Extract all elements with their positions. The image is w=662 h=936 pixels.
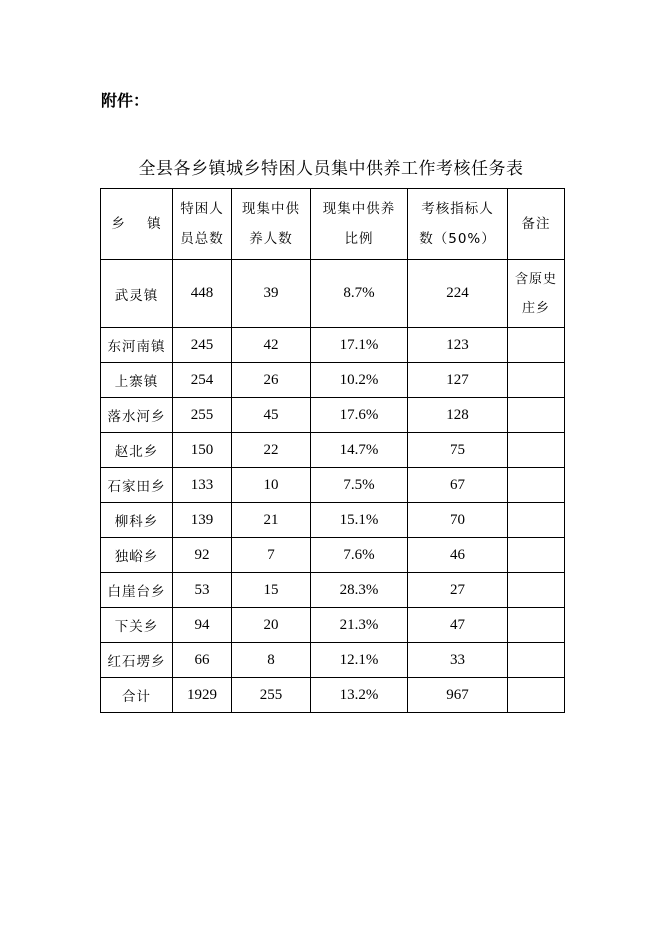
cell-total: 1929 (173, 678, 232, 713)
cell-current: 10 (232, 468, 311, 503)
table-row (101, 538, 565, 573)
assessment-table (100, 188, 565, 713)
cell-total: 53 (173, 573, 232, 608)
cell-target: 47 (408, 608, 508, 643)
cell-note (508, 538, 565, 573)
cell-note (508, 678, 565, 713)
cell-total: 448 (173, 260, 232, 328)
cell-target: 127 (408, 363, 508, 398)
header-target: 考核指标人 数（50%） (408, 189, 508, 260)
cell-township: 落水河乡 (101, 398, 173, 433)
cell-target: 123 (408, 328, 508, 363)
cell-current: 20 (232, 608, 311, 643)
table-row (101, 643, 565, 678)
cell-current: 22 (232, 433, 311, 468)
cell-ratio: 10.2% (311, 363, 408, 398)
cell-current: 255 (232, 678, 311, 713)
cell-total: 245 (173, 328, 232, 363)
cell-ratio: 17.1% (311, 328, 408, 363)
cell-note (508, 468, 565, 503)
cell-ratio: 15.1% (311, 503, 408, 538)
cell-township: 下关乡 (101, 608, 173, 643)
table-row (101, 328, 565, 363)
cell-target: 46 (408, 538, 508, 573)
cell-township: 东河南镇 (101, 328, 173, 363)
cell-total: 139 (173, 503, 232, 538)
cell-note (508, 398, 565, 433)
cell-note (508, 433, 565, 468)
cell-target: 70 (408, 503, 508, 538)
table-row (101, 608, 565, 643)
cell-ratio: 17.6% (311, 398, 408, 433)
cell-current: 7 (232, 538, 311, 573)
cell-target: 75 (408, 433, 508, 468)
table-header-row (101, 189, 565, 260)
table-row (101, 573, 565, 608)
document-title: 全县各乡镇城乡特困人员集中供养工作考核任务表 (138, 159, 524, 179)
cell-ratio: 12.1% (311, 643, 408, 678)
table-row (101, 363, 565, 398)
cell-township: 柳科乡 (101, 503, 173, 538)
cell-total: 92 (173, 538, 232, 573)
cell-total: 254 (173, 363, 232, 398)
cell-total: 150 (173, 433, 232, 468)
cell-current: 8 (232, 643, 311, 678)
cell-total: 255 (173, 398, 232, 433)
cell-current: 45 (232, 398, 311, 433)
table-row (101, 468, 565, 503)
cell-note (508, 573, 565, 608)
cell-current: 21 (232, 503, 311, 538)
cell-township: 上寨镇 (101, 363, 173, 398)
cell-note (508, 643, 565, 678)
header-total: 特困人 员总数 (173, 189, 232, 260)
cell-township: 白崖台乡 (101, 573, 173, 608)
cell-note (508, 608, 565, 643)
cell-township: 独峪乡 (101, 538, 173, 573)
table-row (101, 398, 565, 433)
cell-current: 15 (232, 573, 311, 608)
cell-note (508, 328, 565, 363)
cell-ratio: 21.3% (311, 608, 408, 643)
cell-target: 128 (408, 398, 508, 433)
cell-current: 42 (232, 328, 311, 363)
cell-township: 红石塄乡 (101, 643, 173, 678)
header-township: 乡 镇 (101, 189, 173, 260)
cell-ratio: 7.6% (311, 538, 408, 573)
cell-total: 94 (173, 608, 232, 643)
cell-total: 66 (173, 643, 232, 678)
table-row (101, 678, 565, 713)
header-note: 备注 (508, 189, 565, 260)
cell-current: 39 (232, 260, 311, 328)
cell-township: 赵北乡 (101, 433, 173, 468)
cell-ratio: 14.7% (311, 433, 408, 468)
attachment-label: 附件： (101, 91, 150, 110)
cell-target: 967 (408, 678, 508, 713)
cell-target: 67 (408, 468, 508, 503)
cell-target: 224 (408, 260, 508, 328)
cell-township: 武灵镇 (101, 260, 173, 328)
cell-township: 石家田乡 (101, 468, 173, 503)
cell-ratio: 8.7% (311, 260, 408, 328)
cell-note: 含原史 庄乡 (508, 260, 565, 328)
cell-target: 27 (408, 573, 508, 608)
cell-ratio: 13.2% (311, 678, 408, 713)
table-row (101, 260, 565, 328)
cell-ratio: 28.3% (311, 573, 408, 608)
table-row (101, 503, 565, 538)
cell-note (508, 363, 565, 398)
cell-total: 133 (173, 468, 232, 503)
header-ratio: 现集中供养 比例 (311, 189, 408, 260)
header-current: 现集中供 养人数 (232, 189, 311, 260)
cell-ratio: 7.5% (311, 468, 408, 503)
cell-target: 33 (408, 643, 508, 678)
cell-note (508, 503, 565, 538)
table-row (101, 433, 565, 468)
cell-current: 26 (232, 363, 311, 398)
cell-township: 合计 (101, 678, 173, 713)
